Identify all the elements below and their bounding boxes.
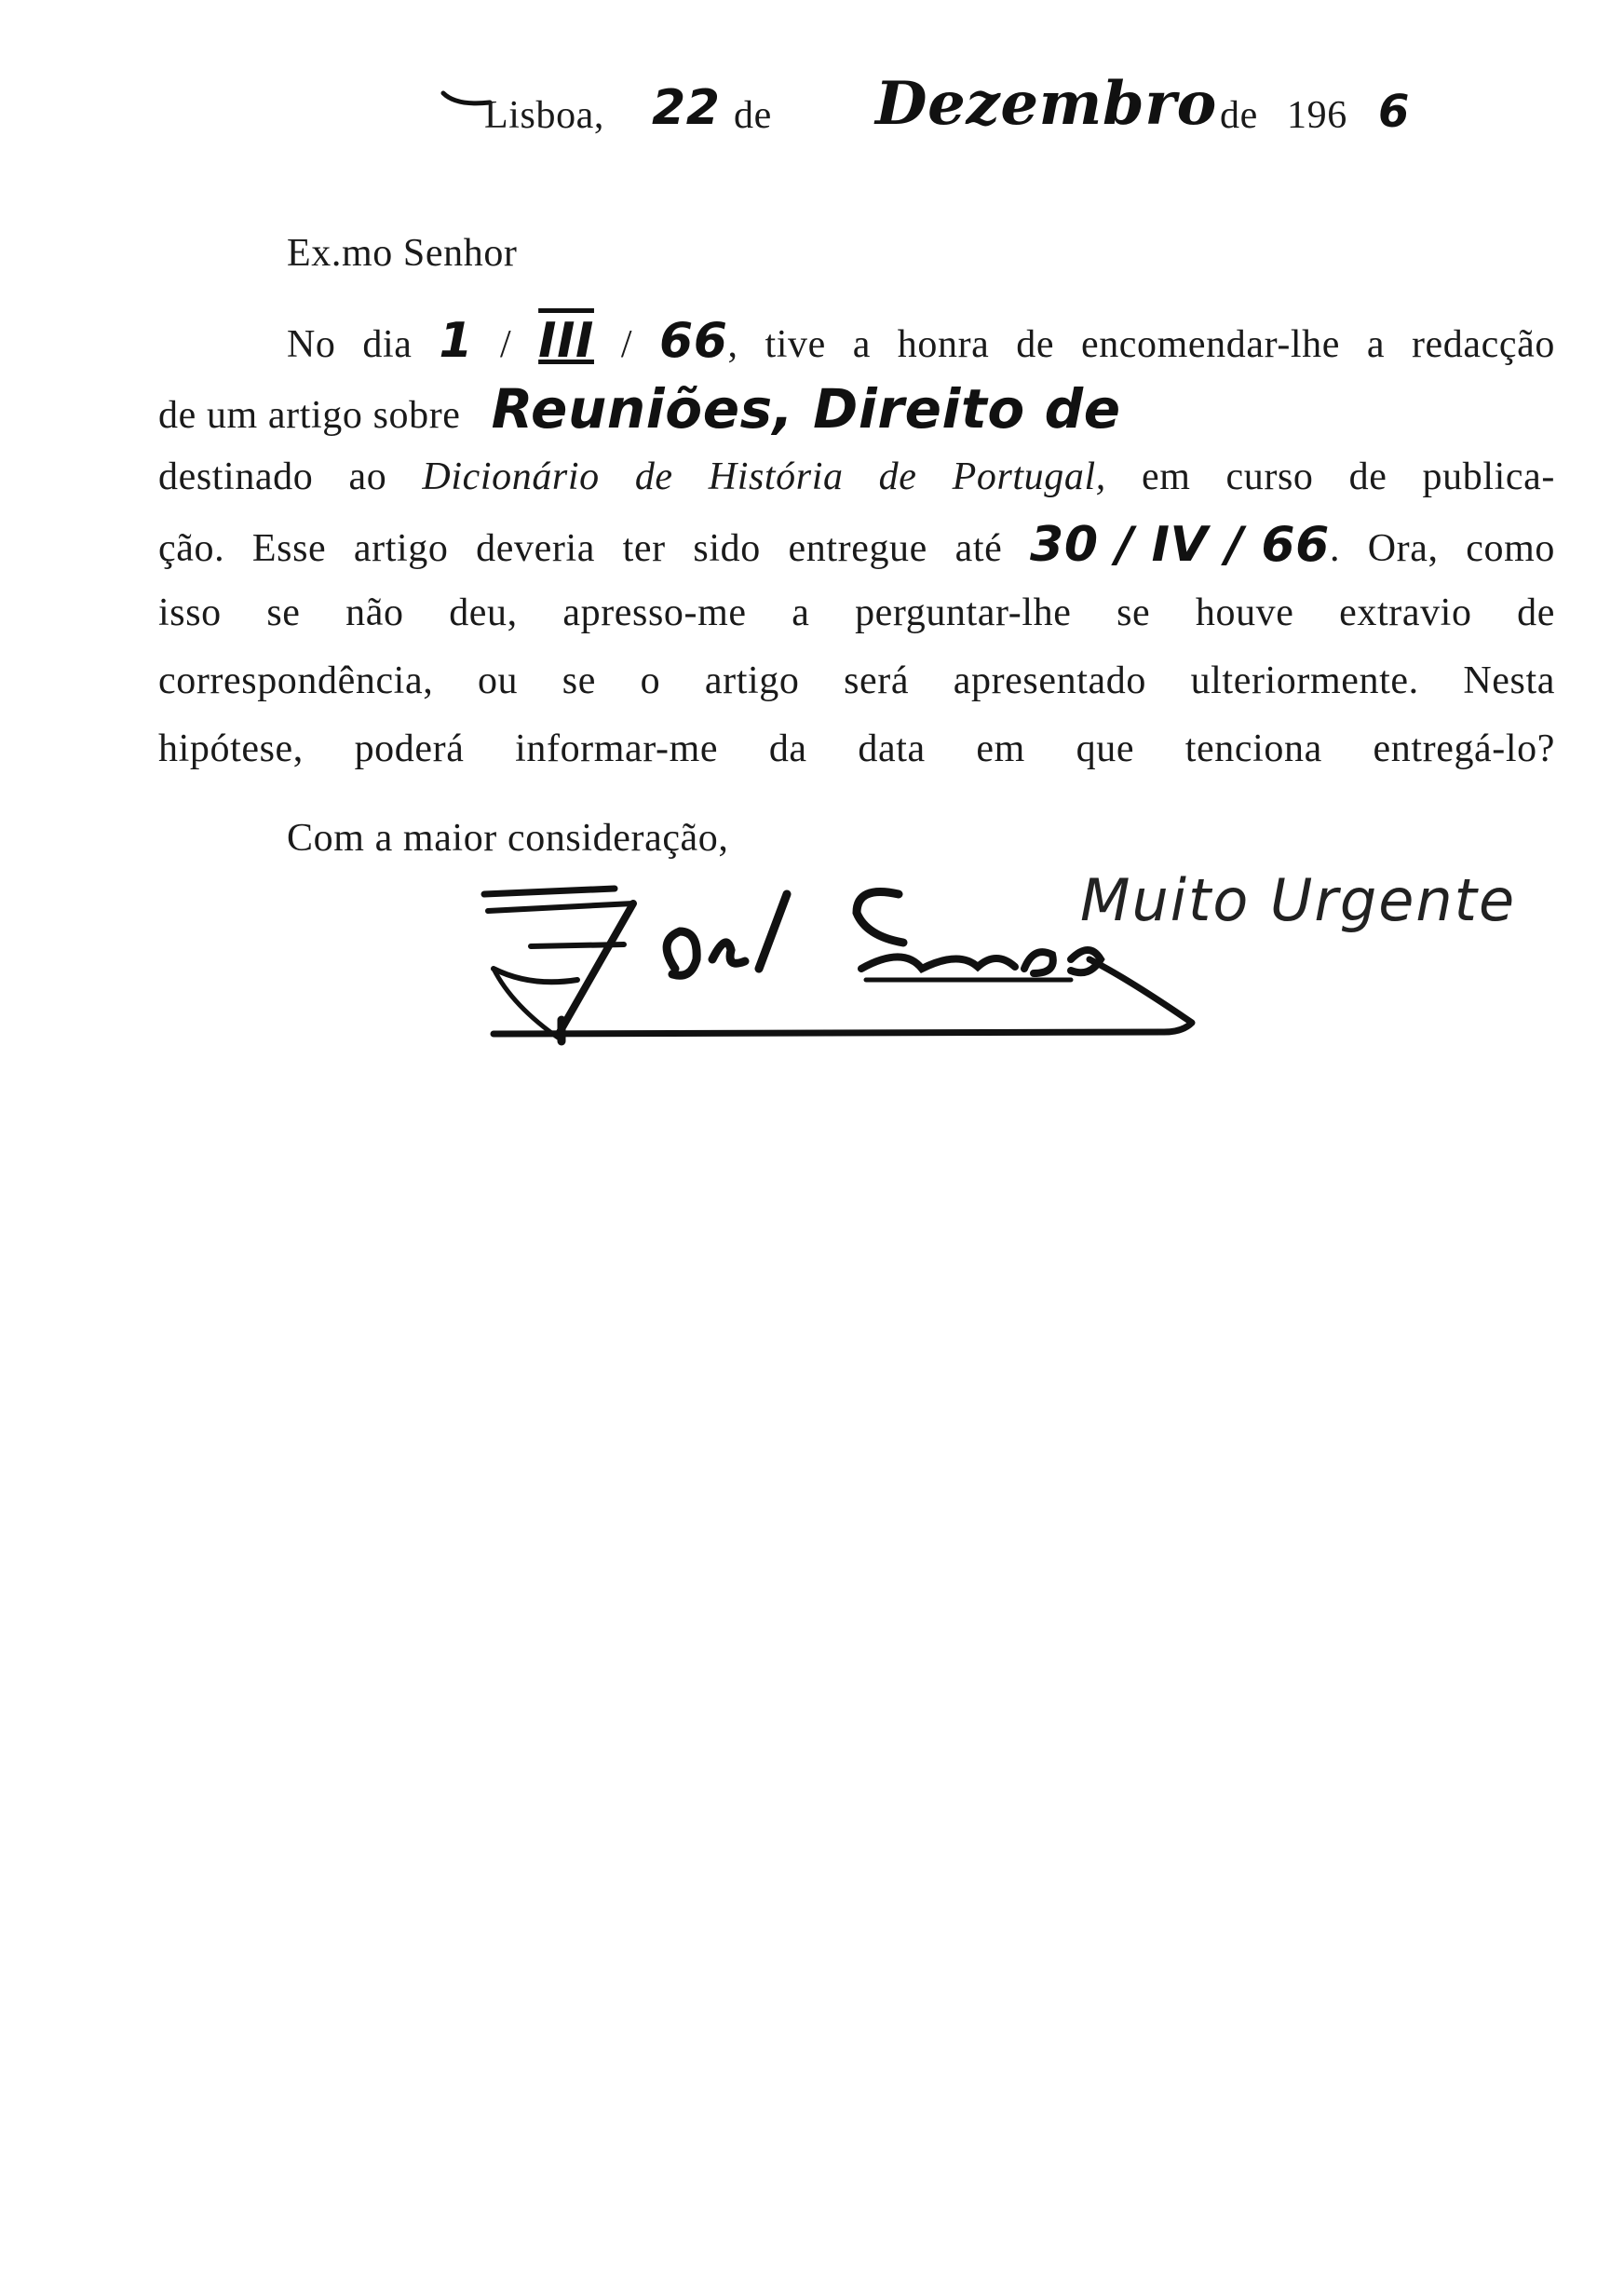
commission-date-year: 66 [658, 313, 728, 369]
date-day-handwritten: 22 [652, 80, 721, 136]
article-topic-handwritten: Reuniões, Direito de [491, 377, 1121, 441]
date-city: Lisboa, [484, 94, 605, 137]
body-line-2: de um artigo sobre Reuniões, Direito de [158, 375, 1555, 443]
date-year-handwritten: 6 [1378, 86, 1410, 138]
dictionary-title: Dicionário de História de Portugal, [422, 455, 1106, 498]
closing: Com a maior consideração, [287, 817, 729, 860]
due-date-handwritten: 30 / IV / 66 [1030, 517, 1330, 573]
body-line-4: ção. Esse artigo deveria ter sido entregue até 30 / IV / 66. Ora, como [158, 511, 1555, 579]
signature-image [475, 857, 1220, 1099]
body-line-3: destinado ao Dicionário de História de Portugal, em curso de publica- [158, 455, 1555, 498]
body-line-6: correspondência, ou se o artigo será apresentado ulteriormente. Nesta [158, 659, 1555, 702]
signature-block [475, 857, 1546, 1099]
date-year-printed: 196 [1287, 94, 1347, 137]
date-de-1: de [734, 94, 772, 137]
commission-date-month: III [538, 313, 594, 369]
body-line-1: No dia 1 / III / 66, tive a honra de encomendar-lhe a redacção [158, 307, 1555, 375]
date-line [438, 65, 1481, 149]
letter-body [158, 307, 1555, 783]
urgent-note-handwritten: Muito Urgente [1080, 866, 1517, 934]
date-de-2: de [1220, 94, 1258, 137]
date-month-handwritten: Dezembro [875, 69, 1217, 139]
salutation: Ex.mo Senhor [287, 232, 518, 275]
commission-date-day: 1 [439, 313, 474, 369]
body-line-5: isso se não deu, apresso-me a perguntar-lhe se houve extravio de [158, 591, 1555, 634]
body-line-7: hipótese, poderá informar-me da data em que tenciona entregá-lo? [158, 727, 1555, 770]
